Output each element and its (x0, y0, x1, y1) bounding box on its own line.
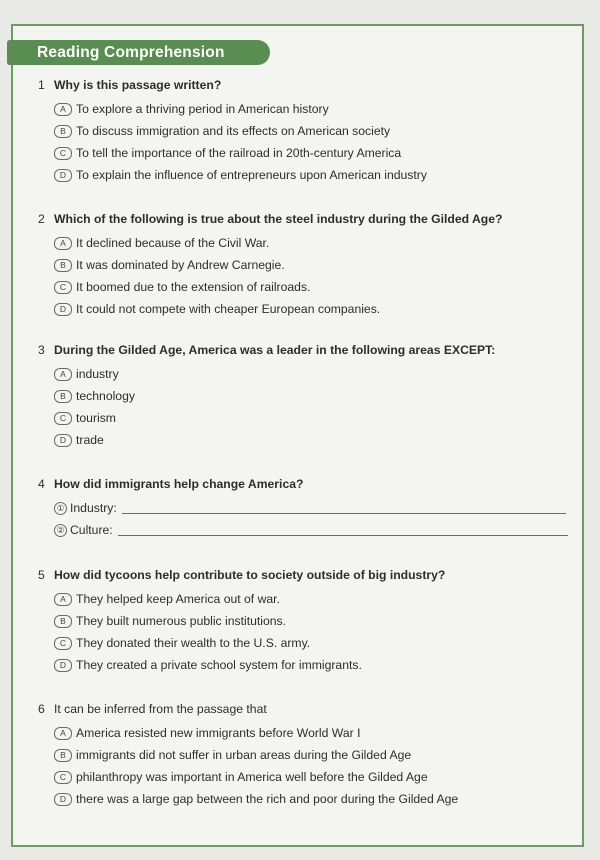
option-letter-badge: C (54, 281, 72, 294)
option-b[interactable] (54, 254, 568, 276)
option-d[interactable] (54, 164, 568, 186)
option-text: philanthropy was important in America well before the Gilded Age (76, 770, 428, 784)
option-text: industry (76, 367, 119, 381)
option-text: To explain the influence of entrepreneurs upon American industry (76, 168, 427, 182)
question-6-prompt (38, 700, 568, 718)
option-letter-badge: D (54, 303, 72, 316)
option-letter-badge: D (54, 659, 72, 672)
question-5 (38, 566, 568, 676)
option-text: It declined because of the Civil War. (76, 236, 270, 250)
option-c[interactable] (54, 766, 568, 788)
option-text: technology (76, 389, 135, 403)
blank-label: Culture: (70, 523, 113, 537)
option-a[interactable] (54, 722, 568, 744)
question-text: Why is this passage written? (54, 78, 222, 92)
option-letter-badge: C (54, 147, 72, 160)
question-6 (38, 700, 568, 810)
option-text: America resisted new immigrants before World War I (76, 726, 361, 740)
question-number: 3 (38, 343, 45, 357)
option-text: It boomed due to the extension of railroads. (76, 280, 311, 294)
option-letter-badge: B (54, 390, 72, 403)
option-a[interactable] (54, 588, 568, 610)
option-c[interactable] (54, 632, 568, 654)
culture-answer-field[interactable] (54, 519, 568, 541)
question-number: 5 (38, 568, 45, 582)
question-1 (38, 76, 568, 186)
question-1-prompt (38, 76, 568, 94)
circled-number-1: ① (54, 502, 67, 515)
option-text: They built numerous public institutions. (76, 614, 287, 628)
option-c[interactable] (54, 142, 568, 164)
option-letter-badge: D (54, 793, 72, 806)
circled-number-2: ② (54, 524, 67, 537)
option-text: To explore a thriving period in American history (76, 102, 329, 116)
option-letter-badge: D (54, 169, 72, 182)
option-letter-badge: A (54, 103, 72, 116)
option-c[interactable] (54, 407, 568, 429)
option-a[interactable] (54, 363, 568, 385)
question-number: 1 (38, 78, 45, 92)
question-text: It can be inferred from the passage that (54, 702, 267, 716)
option-a[interactable] (54, 232, 568, 254)
option-letter-badge: C (54, 412, 72, 425)
option-letter-badge: A (54, 237, 72, 250)
option-text: To tell the importance of the railroad in 20th-century America (76, 146, 402, 160)
question-text: Which of the following is true about the steel industry during the Gilded Age? (54, 212, 503, 226)
option-b[interactable] (54, 385, 568, 407)
option-letter-badge: A (54, 368, 72, 381)
option-letter-badge: D (54, 434, 72, 447)
option-text: They donated their wealth to the U.S. army. (76, 636, 311, 650)
option-letter-badge: B (54, 749, 72, 762)
option-letter-badge: A (54, 727, 72, 740)
section-title: Reading Comprehension (7, 40, 270, 65)
option-d[interactable] (54, 654, 568, 676)
option-text: tourism (76, 411, 116, 425)
option-text: To discuss immigration and its effects on American society (76, 124, 391, 138)
industry-answer-field[interactable] (54, 497, 568, 519)
option-text: trade (76, 433, 104, 447)
option-letter-badge: C (54, 771, 72, 784)
question-4-prompt (38, 475, 568, 493)
option-d[interactable] (54, 298, 568, 320)
answer-line[interactable] (122, 513, 566, 514)
question-number: 6 (38, 702, 45, 716)
question-text: During the Gilded Age, America was a leader in the following areas EXCEPT: (54, 343, 496, 357)
question-2-prompt (38, 210, 568, 228)
option-text: immigrants did not suffer in urban areas during the Gilded Age (76, 748, 412, 762)
option-text: They helped keep America out of war. (76, 592, 280, 606)
question-5-prompt (38, 566, 568, 584)
option-c[interactable] (54, 276, 568, 298)
question-text: How did tycoons help contribute to society outside of big industry? (54, 568, 446, 582)
question-text: How did immigrants help change America? (54, 477, 304, 491)
option-text: They created a private school system for immigrants. (76, 658, 362, 672)
question-3 (38, 341, 568, 451)
blank-label: Industry: (70, 501, 117, 515)
option-d[interactable] (54, 429, 568, 451)
question-4 (38, 475, 568, 541)
option-b[interactable] (54, 120, 568, 142)
question-number: 4 (38, 477, 45, 491)
option-letter-badge: A (54, 593, 72, 606)
question-2 (38, 210, 568, 320)
option-letter-badge: B (54, 259, 72, 272)
option-letter-badge: B (54, 615, 72, 628)
option-a[interactable] (54, 98, 568, 120)
option-letter-badge: B (54, 125, 72, 138)
question-3-prompt (38, 341, 568, 359)
option-b[interactable] (54, 744, 568, 766)
option-text: there was a large gap between the rich and poor during the Gilded Age (76, 792, 459, 806)
answer-line[interactable] (118, 535, 568, 536)
option-b[interactable] (54, 610, 568, 632)
option-d[interactable] (54, 788, 568, 810)
question-number: 2 (38, 212, 45, 226)
option-text: It could not compete with cheaper European companies. (76, 302, 381, 316)
option-text: It was dominated by Andrew Carnegie. (76, 258, 285, 272)
option-letter-badge: C (54, 637, 72, 650)
